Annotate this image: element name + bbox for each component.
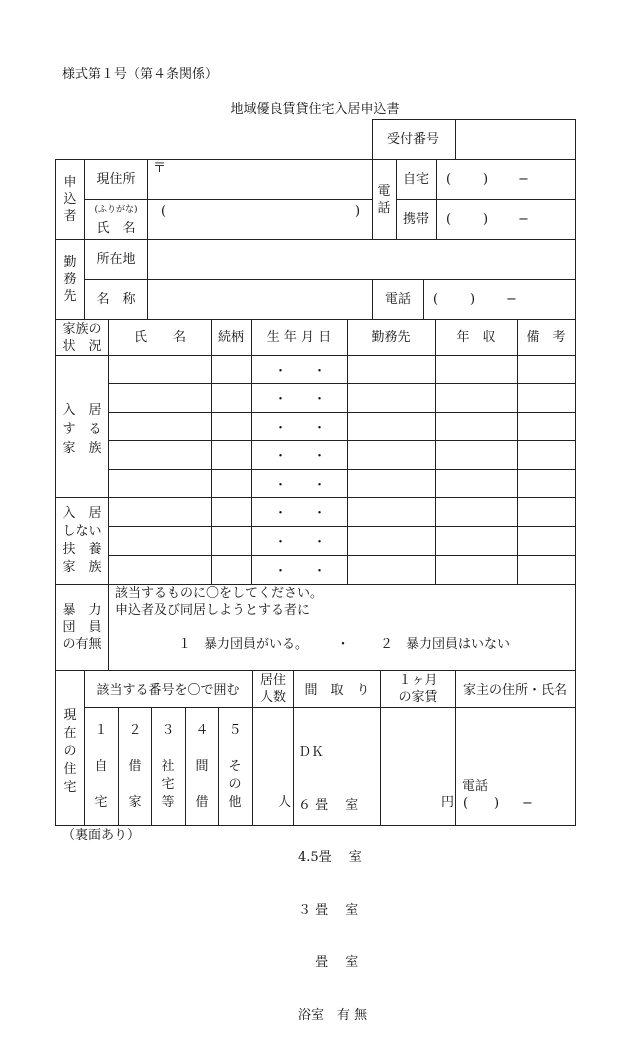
housing-option-room-rental[interactable]: ４ 間 借	[195, 723, 209, 810]
non-residing-family-label: 入 居 しない 扶 養 家 族	[62, 506, 102, 575]
home-phone-field[interactable]	[440, 162, 572, 197]
housing-select-header: 該当する番号を〇で囲む	[96, 683, 240, 698]
family-row[interactable]	[109, 470, 575, 498]
applicant-label: 申 込 者	[63, 175, 77, 224]
gang-instruction-1: 該当するものに〇をしてください。	[115, 586, 324, 601]
dependent-row[interactable]	[109, 527, 575, 555]
gang-option-absent[interactable]: ２ 暴力団員はいない	[380, 637, 511, 652]
workplace-name-field[interactable]	[150, 282, 369, 317]
owner-phone-dash: −	[522, 796, 533, 811]
family-row[interactable]	[109, 356, 575, 384]
housing-option-company-housing[interactable]: ３ 社 宅 等	[161, 723, 175, 810]
workplace-location-label: 所在地	[96, 252, 136, 267]
workplace-phone-dash: −	[506, 292, 517, 307]
workplace-location-field[interactable]	[150, 242, 572, 277]
gang-instruction-2: 申込者及び同居しようとする者に	[115, 603, 311, 618]
mobile-phone-field[interactable]	[440, 202, 572, 237]
applicant-name-field[interactable]	[150, 219, 369, 237]
mobile-phone-close-paren: )	[483, 212, 489, 227]
current-address-field[interactable]	[170, 162, 368, 197]
owner-phone-open-paren: (	[463, 796, 469, 811]
postal-mark: 〒	[153, 161, 167, 176]
housing-option-other[interactable]: ５ そ の 他	[228, 723, 242, 810]
name-label: 氏 名	[96, 221, 136, 236]
home-phone-dash: −	[518, 172, 529, 187]
workplace-name-label: 名 称	[96, 292, 136, 307]
gang-member-label: 暴 力 団 員 の有無	[62, 603, 102, 652]
housing-option-rented-house[interactable]: ２ 借 家	[128, 723, 142, 810]
rent-header: １ヶ月 の家賃	[398, 673, 438, 705]
residents-header: 居住 人数	[259, 673, 287, 705]
furigana-field[interactable]	[170, 202, 350, 218]
furigana-open-paren: (	[161, 204, 167, 219]
form-number: 様式第１号（第４条関係）	[62, 67, 219, 82]
current-address-label: 現住所	[96, 172, 136, 187]
mobile-phone-label: 携帯	[402, 212, 430, 227]
reception-label: 受付番号	[386, 132, 440, 147]
birthdate-dots: ・ ・	[273, 421, 327, 436]
residing-family-label: 入 居 す る 家 族	[62, 403, 102, 456]
owner-header: 家主の住所・氏名	[462, 683, 568, 698]
family-header-name: 氏 名	[133, 330, 187, 345]
footer-note: （裏面あり）	[62, 828, 141, 843]
dependent-row[interactable]	[109, 498, 575, 526]
home-phone-open-paren: (	[446, 172, 452, 187]
furigana-close-paren: )	[355, 204, 361, 219]
housing-option-own-home[interactable]: １ 自 宅	[94, 723, 108, 810]
furigana-label: (ふりがな)	[94, 205, 138, 215]
dependent-row[interactable]	[109, 556, 575, 584]
owner-phone-label: 電話	[462, 779, 489, 794]
workplace-phone-field[interactable]	[427, 282, 572, 317]
layout-header: 間 取 り	[304, 683, 370, 698]
birthdate-dots: ・ ・	[273, 564, 327, 579]
family-row[interactable]	[109, 384, 575, 412]
home-phone-close-paren: )	[483, 172, 489, 187]
mobile-phone-dash: −	[518, 212, 529, 227]
birthdate-dots: ・ ・	[273, 506, 327, 521]
gang-option-present[interactable]: １ 暴力団員がいる。	[178, 637, 309, 652]
family-header-remarks: 備 考	[526, 330, 566, 345]
family-status-label: 家族の 状 況	[62, 322, 102, 354]
form-title: 地域優良賃貸住宅入居申込書	[230, 102, 400, 117]
mobile-phone-open-paren: (	[446, 212, 452, 227]
applicant-phone-label: 電 話	[377, 184, 391, 216]
reception-number-field[interactable]	[458, 122, 572, 157]
family-header-relation: 続柄	[217, 330, 245, 345]
workplace-label: 勤 務 先	[63, 255, 77, 304]
birthdate-dots: ・ ・	[273, 449, 327, 464]
owner-address-name-field[interactable]	[456, 708, 575, 825]
birthdate-dots: ・ ・	[273, 535, 327, 550]
owner-phone-close-paren: )	[494, 796, 500, 811]
family-header-income: 年 収	[456, 330, 496, 345]
birthdate-dots: ・ ・	[273, 364, 327, 379]
birthdate-dots: ・ ・	[273, 478, 327, 493]
family-row[interactable]	[109, 413, 575, 441]
current-housing-label: 現 在 の 住 宅	[63, 708, 77, 795]
residents-unit: 人	[278, 795, 292, 810]
rent-unit: 円	[441, 795, 455, 810]
room-layout-info[interactable]: ＤＫ ６ 畳 室 4.5畳 室 ３ 畳 室 畳 室 浴室 有 無	[298, 745, 368, 1023]
gang-option-separator: ・	[336, 637, 350, 652]
family-row[interactable]	[109, 441, 575, 469]
family-header-birthdate: 生 年 月 日	[266, 330, 332, 345]
birthdate-dots: ・ ・	[273, 392, 327, 407]
workplace-phone-close-paren: )	[470, 292, 476, 307]
home-phone-label: 自宅	[402, 172, 430, 187]
workplace-phone-open-paren: (	[433, 292, 439, 307]
family-header-workplace: 勤務先	[371, 330, 411, 345]
workplace-phone-label: 電話	[384, 292, 412, 307]
